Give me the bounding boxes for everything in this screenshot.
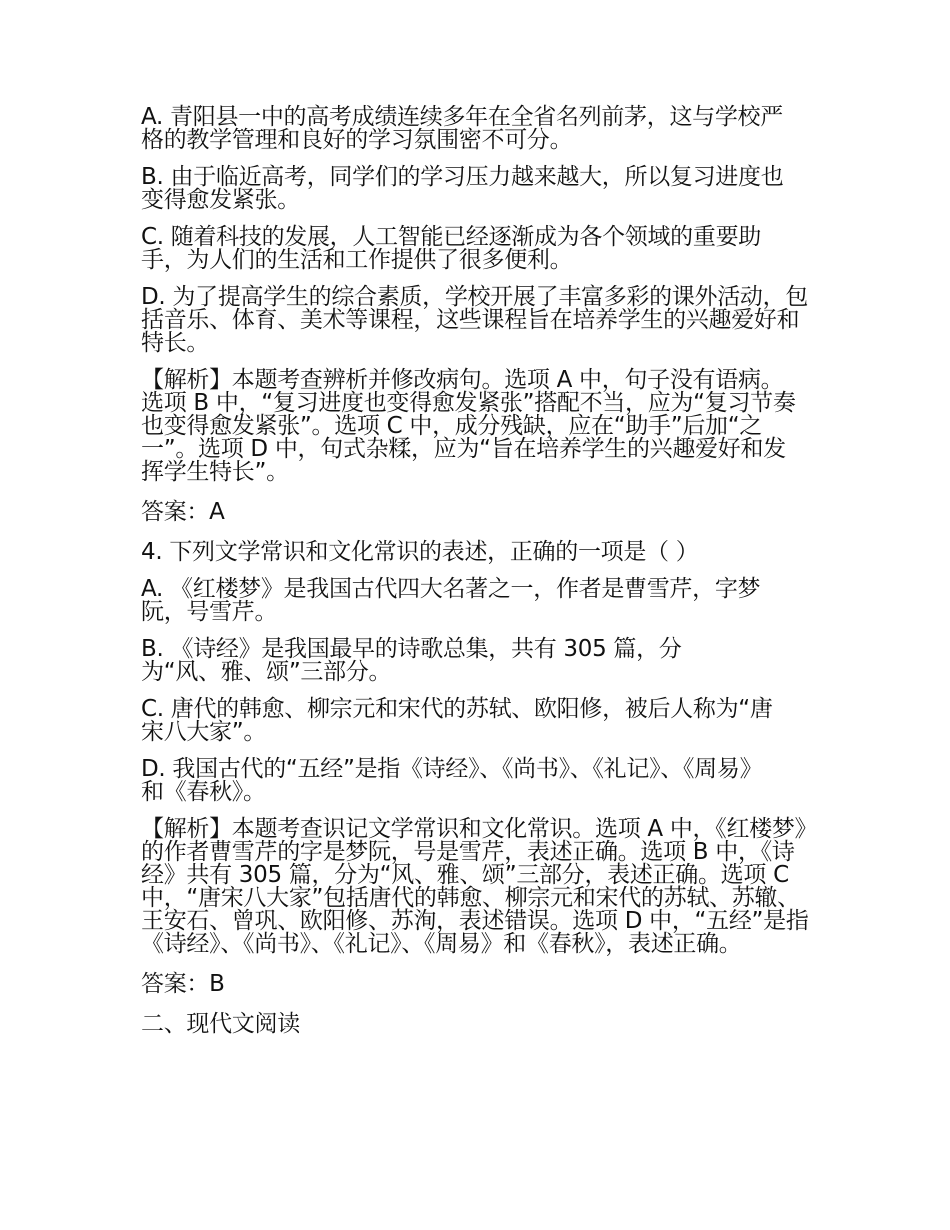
document-page [141, 106, 821, 1050]
q3-analysis: 【解析】本题考查辨析并修改病句。选项 A 中，句子没有语病。选项 B 中，“复习进度也变得愈发紧张”搭配不当，应为“复习节奏也变得愈发紧张”。选项 C 中，成分残缺，应在“助手”后加“之一”。选项 D 中，句式杂糅，应为“旨在培养学生的兴趣爱好和发挥学生特长”。 [141, 367, 796, 485]
q3-option-c: C. 随着科技的发展，人工智能已经逐渐成为各个领域的重要助手，为人们的生活和工作提供了很多便利。 [141, 224, 761, 273]
q3-option-a: A. 青阳县一中的高考成绩连续多年在全省名列前茅，这与学校严格的教学管理和良好的学习氛围密不可分。 [141, 104, 783, 153]
q3-option-d: D. 为了提高学生的综合素质，学校开展了丰富多彩的课外活动，包括音乐、体育、美术等课程，这些课程旨在培养学生的兴趣爱好和特长。 [141, 284, 809, 356]
q3-option-b: B. 由于临近高考，同学们的学习压力越来越大，所以复习进度也变得愈发紧张。 [141, 164, 784, 213]
q4-stem: 4. 下列文学常识和文化常识的表述，正确的一项是（ ） [141, 539, 699, 565]
q4-option-d: D. 我国古代的“五经”是指《诗经》、《尚书》、《礼记》、《周易》和《春秋》。 [141, 756, 751, 805]
q3-answer: 答案：A [141, 499, 225, 525]
q4-answer: 答案：B [141, 971, 225, 997]
q4-option-a: A. 《红楼梦》是我国古代四大名著之一，作者是曹雪芹，字梦阮，号雪芹。 [141, 576, 761, 625]
q4-option-c: C. 唐代的韩愈、柳宗元和宋代的苏轼、欧阳修，被后人称为“唐宋八大家”。 [141, 696, 773, 745]
section-heading: 二、现代文阅读 [141, 1011, 300, 1037]
q4-analysis: 【解析】本题考查识记文学常识和文化常识。选项 A 中，《红楼梦》的作者曹雪芹的字是梦阮，号是雪芹，表述正确。选项 B 中，《诗经》共有 305 篇，分为“风、雅、颂”三部分，表述正确。选项 C 中，“唐宋八大家”包括唐代的韩愈、柳宗元和宋代的苏轼、苏辙、王安石、曾巩、欧阳修、苏洵，表述错误。选项 D 中，“五经”是指《诗经》、《尚书》、《礼记》、《周易》和《春秋》，表述正确。 [141, 816, 809, 957]
q4-option-b: B. 《诗经》是我国最早的诗歌总集，共有 305 篇，分为“风、雅、颂”三部分。 [141, 636, 682, 685]
